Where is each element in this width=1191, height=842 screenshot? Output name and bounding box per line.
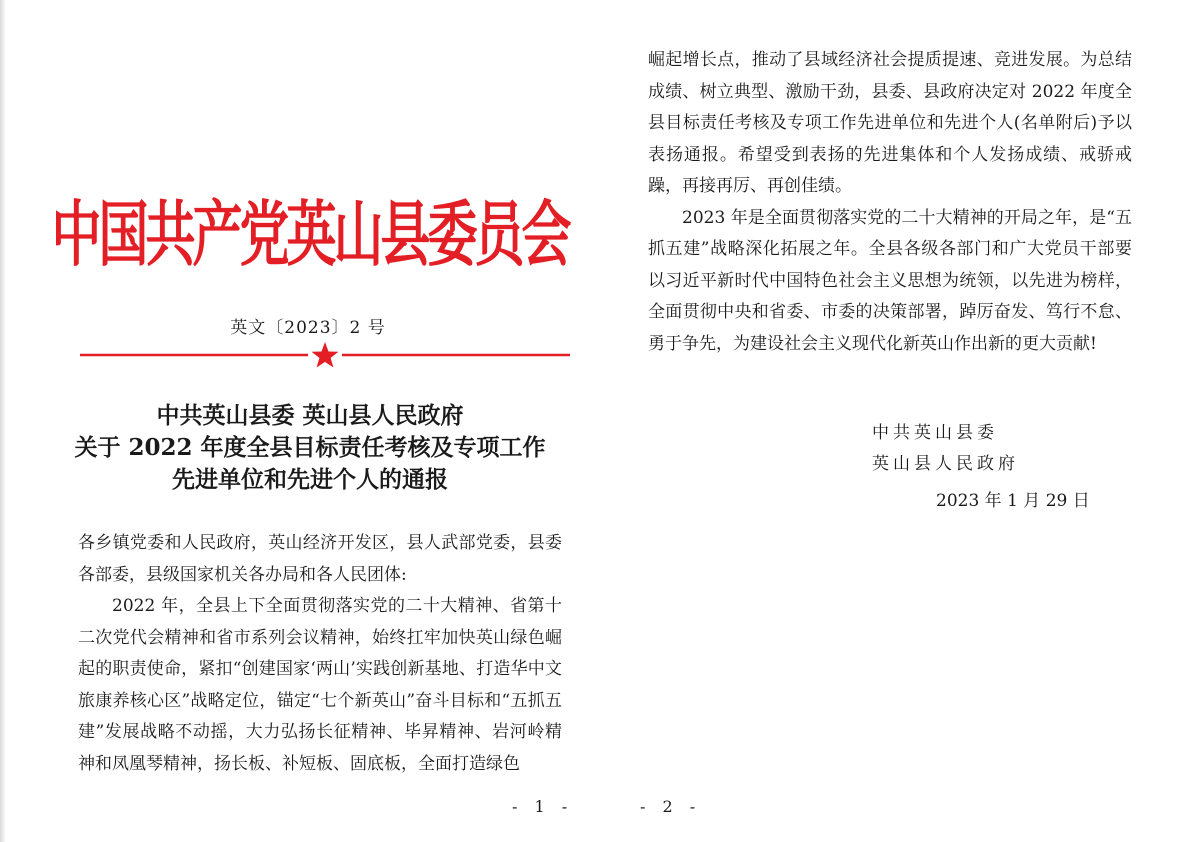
body-paragraph-2: 2023 年是全面贯彻落实党的二十大精神的开局之年，是“五抓五建”战略深化拓展之年。全县各级各部门和广大党员干部要以习近平新时代中国特色社会主义思想为统领，以先进为榜样，全面贯彻中央和省委、市委的决策部署，踔厉奋发、笃行不怠、勇于争先，为建设社会主义现代化新英山作出新的更大贡献! [648,207,1132,354]
salutation-paragraph: 各乡镇党委和人民政府，英山经济开发区，县人武部党委，县委各部委，县级国家机关各办局和各人民团体: [78,533,562,585]
page-2-body [648,45,1132,360]
star-icon [312,342,339,368]
title-line-3: 先进单位和先进个人的通报 [172,466,448,493]
page-number-1: - 1 - [512,797,574,816]
title-line-1: 中共英山县委 英山县人民政府 [156,402,464,429]
signature-block [872,418,1112,480]
red-header-issuer: 中国共产党英山县委员会 [51,193,569,276]
page-1-body [78,528,562,780]
title-line-2: 关于 2022 年度全县目标责任考核及专项工作 [74,434,546,461]
body-paragraph-1: 2022 年，全县上下全面贯彻落实党的二十大精神、省第十二次党代会精神和省市系列会议精神，始终扛牢加快英山绿色崛起的职责使命，紧扣“创建国家‘两山’实践创新基地、打造华中文旅康养核心区”战略定位，锚定“七个新英山”奋斗目标和“五抓五建”发展战略不动摇，大力弘扬长征精神、毕昇精神、岩河岭精神和凤凰琴精神，扬长板、补短板、固底板，全面打造绿色 [78,596,562,774]
binding-shadow [0,0,6,842]
signature-party-committee: 中共英山县委 [872,423,998,443]
document-title [60,400,560,496]
signature-county-government: 英山县人民政府 [872,454,1019,474]
red-separator-line-with-star [80,341,570,371]
issue-date: 2023 年 1 月 29 日 [936,491,1090,511]
page-number-2: - 2 - [640,797,702,816]
document-number: 英文〔2023〕2 号 [230,318,386,338]
page-2 [596,0,1191,842]
body-paragraph-1-continued: 崛起增长点，推动了县域经济社会提质提速、竞进发展。为总结成绩、树立典型、激励干劲，县委、县政府决定对 2022 年度全县目标责任考核及专项工作先进单位和先进个人(名单附后)予以表扬通报。希望受到表扬的先进集体和个人发扬成绩、戒骄戒躁，再接再厉、再创佳绩。 [648,50,1132,196]
